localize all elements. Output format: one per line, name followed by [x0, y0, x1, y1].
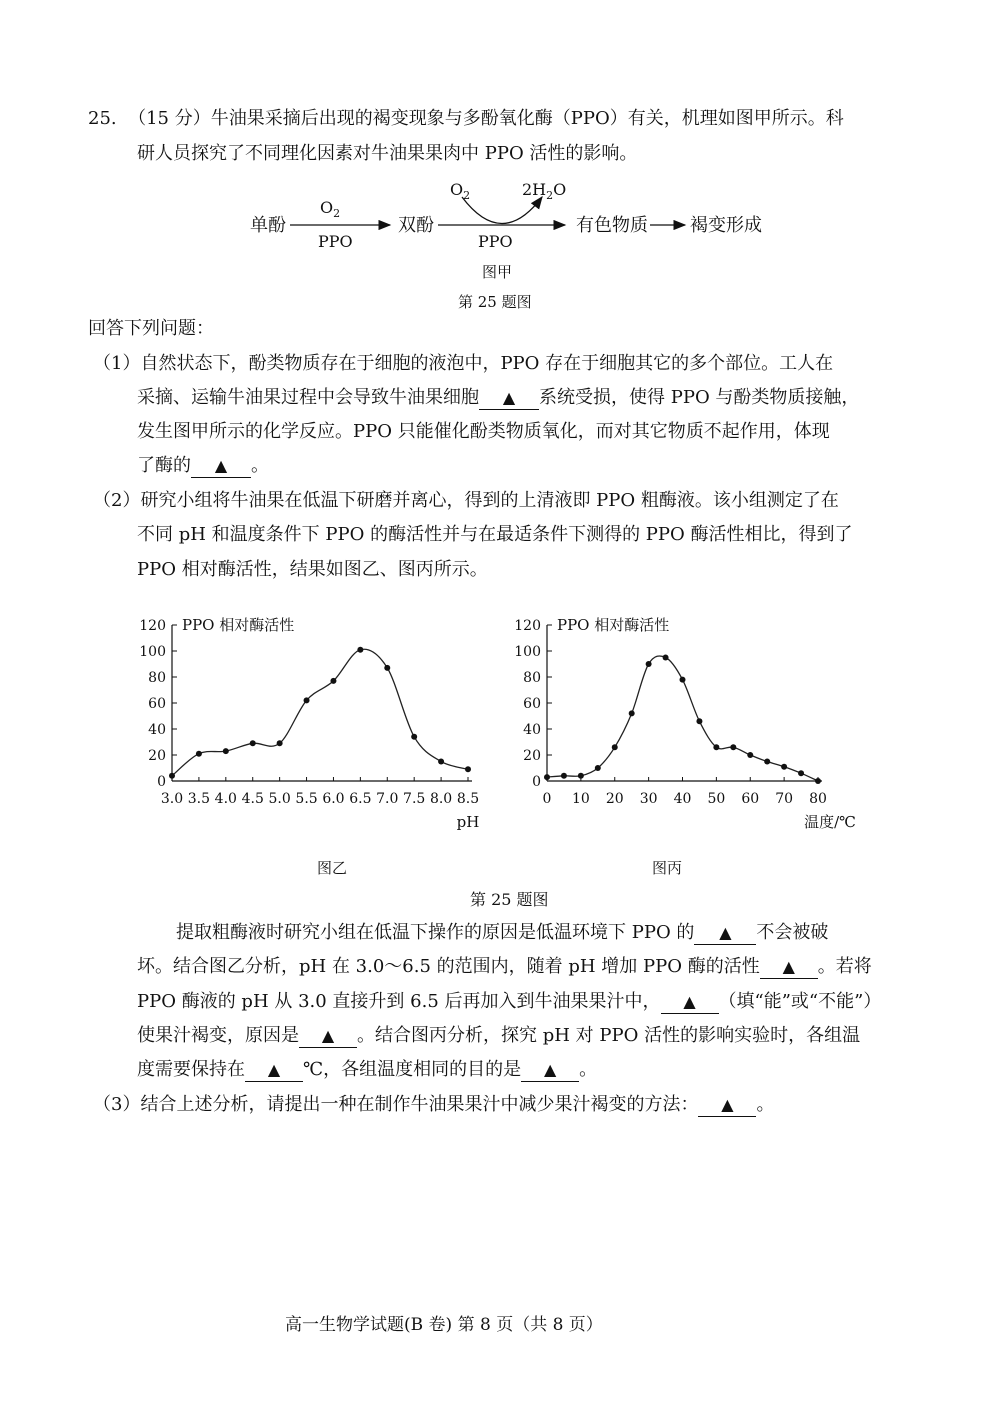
series-line: [172, 649, 468, 776]
data-point: [411, 734, 417, 740]
arrow-2-curve: [462, 197, 542, 224]
y-tick-label: 120: [514, 618, 541, 634]
figure-caption-top: 第 25 题图: [458, 293, 532, 311]
data-point: [815, 778, 821, 784]
y-tick-label: 80: [148, 670, 166, 686]
arrow-1-o2: $O_2$: [320, 198, 341, 220]
y-tick-label: 40: [523, 722, 541, 738]
data-point: [595, 765, 601, 771]
y-tick-label: 60: [148, 696, 166, 712]
x-axis-label: 温度/℃: [804, 813, 856, 831]
question-intro-line-1: 25. （15 分）牛油果采摘后出现的褐变现象与多酚氧化酶（PPO）有关，机理如图甲所示。科: [88, 108, 844, 129]
para-line-4: 使果汁褐变，原因是 ▲ 。结合图丙分析，探究 pH 对 PPO 活性的影响实验时，各组温: [137, 1025, 861, 1046]
data-point: [747, 752, 753, 758]
answer-blank-2[interactable]: ▲: [191, 455, 251, 478]
answer-blank-6[interactable]: ▲: [299, 1025, 357, 1048]
x-tick-label: 3.5: [187, 791, 211, 807]
x-tick-label: 6.5: [349, 791, 372, 807]
x-tick-label: 70: [775, 791, 794, 807]
para-line-3: PPO 酶液的 pH 从 3.0 直接升到 6.5 后再加入到牛油果果汁中， ▲ （填“能”或“不能”）: [137, 991, 882, 1012]
question-number: 25.: [88, 108, 117, 129]
data-point: [798, 770, 804, 776]
data-point: [663, 655, 669, 661]
diagram-caption: 图甲: [482, 263, 513, 281]
data-point: [629, 710, 635, 716]
x-tick-label: 5.5: [295, 791, 318, 807]
chart-caption: 图丙: [651, 859, 683, 877]
x-tick-label: 30: [639, 791, 658, 807]
data-point: [223, 748, 229, 754]
x-tick-label: 40: [673, 791, 692, 807]
y-tick-label: 0: [532, 774, 541, 790]
part3-line: （3）结合上述分析，请提出一种在制作牛油果果汁中减少果汁褐变的方法： ▲ 。: [93, 1094, 775, 1115]
para-line-1: 提取粗酶液时研究小组在低温下操作的原因是低温环境下 PPO 的 ▲ 不会被破: [176, 922, 829, 943]
part2-line-1: （2）研究小组将牛油果在低温下研磨并离心，得到的上清液即 PPO 粗酶液。该小组测定了在: [93, 490, 839, 511]
x-tick-label: 4.5: [241, 791, 264, 807]
x-tick-label: 0: [542, 791, 552, 807]
para-line-2: 坏。结合图乙分析，pH 在 3.0～6.5 的范围内，随着 pH 增加 PPO 酶的活性 ▲ 。若将: [137, 956, 872, 977]
x-tick-label: 3.0: [160, 791, 184, 807]
arrow-2-water: $2H_2O$: [522, 180, 567, 202]
answer-blank-3[interactable]: ▲: [694, 922, 756, 945]
figure-caption-charts: 第 25 题图: [470, 890, 549, 909]
para-line-5: 度需要保持在 ▲ ℃，各组温度相同的目的是 ▲ 。: [137, 1059, 598, 1080]
x-tick-label: 80: [809, 791, 827, 807]
x-tick-label: 6.0: [322, 791, 345, 807]
answer-blank-4[interactable]: ▲: [760, 956, 818, 979]
y-tick-label: 100: [139, 644, 166, 660]
data-point: [764, 759, 770, 765]
node-colored-substance: 有色物质: [576, 215, 648, 236]
part2-line-3: PPO 相对酶活性，结果如图乙、图丙所示。: [137, 559, 488, 580]
x-tick-label: 5.0: [268, 791, 291, 807]
y-tick-label: 20: [523, 748, 541, 764]
x-tick-label: 4.0: [214, 791, 237, 807]
part2-line-2: 不同 pH 和温度条件下 PPO 的酶活性并与在最适条件下测得的 PPO 酶活性相比，得到了: [137, 524, 853, 545]
arrow-2-ppo: PPO: [478, 232, 513, 251]
data-point: [196, 751, 202, 757]
data-point: [544, 774, 550, 780]
node-browning: 褐变形成: [690, 215, 762, 236]
part1-line-1: （1）自然状态下，酚类物质存在于细胞的液泡中，PPO 存在于细胞其它的多个部位。工人在: [93, 353, 834, 374]
node-monophenol: 单酚: [250, 215, 286, 236]
y-axis-label: PPO 相对酶活性: [557, 616, 670, 634]
x-tick-label: 8.0: [429, 791, 453, 807]
data-point: [561, 773, 567, 779]
chart-caption: 图乙: [316, 859, 348, 877]
data-point: [277, 740, 283, 746]
answer-blank-5[interactable]: ▲: [661, 991, 719, 1014]
y-axis-label: PPO 相对酶活性: [182, 616, 295, 634]
reaction-diagram: [240, 175, 780, 315]
answer-intro: 回答下列问题：: [88, 318, 214, 339]
data-point: [304, 697, 310, 703]
data-point: [646, 661, 652, 667]
x-tick-label: 60: [741, 791, 760, 807]
series-line: [547, 656, 818, 781]
data-point: [357, 647, 363, 653]
y-tick-label: 80: [523, 670, 541, 686]
node-diphenol: 双酚: [398, 215, 434, 236]
data-point: [169, 773, 175, 779]
part1-line-4: 了酶的 ▲ 。: [137, 455, 269, 476]
x-tick-label: 7.0: [376, 791, 399, 807]
data-point: [612, 744, 618, 750]
chart-ph-activity: [130, 605, 500, 885]
data-point: [696, 718, 702, 724]
data-point: [578, 773, 584, 779]
chart-temperature-activity: [505, 605, 875, 885]
x-tick-label: 10: [571, 791, 590, 807]
data-point: [438, 759, 444, 765]
answer-blank-7[interactable]: ▲: [245, 1059, 303, 1082]
part1-line-3: 发生图甲所示的化学反应。PPO 只能催化酚类物质氧化，而对其它物质不起作用，体现: [137, 421, 830, 442]
data-point: [465, 766, 471, 772]
x-tick-label: 8.5: [456, 791, 480, 807]
data-point: [713, 744, 719, 750]
y-tick-label: 40: [148, 722, 166, 738]
data-point: [250, 740, 256, 746]
y-tick-label: 100: [514, 644, 541, 660]
question-intro-line-2: 研人员探究了不同理化因素对牛油果果肉中 PPO 活性的影响。: [137, 143, 638, 164]
arrow-1-ppo: PPO: [318, 232, 353, 251]
data-point: [330, 678, 336, 684]
x-tick-label: 20: [605, 791, 624, 807]
data-point: [680, 677, 686, 683]
data-point: [781, 764, 787, 770]
data-point: [384, 665, 390, 671]
x-tick-label: 50: [707, 791, 726, 807]
y-tick-label: 20: [148, 748, 166, 764]
page-footer: 高一生物学试题(B 卷) 第 8 页（共 8 页）: [285, 1315, 603, 1335]
y-tick-label: 60: [523, 696, 541, 712]
answer-blank-8[interactable]: ▲: [521, 1059, 579, 1082]
arrow-2-o2: $O_2$: [450, 180, 471, 202]
answer-blank-9[interactable]: ▲: [698, 1094, 756, 1117]
data-point: [730, 744, 736, 750]
x-axis-label: pH: [456, 813, 480, 831]
x-tick-label: 7.5: [403, 791, 426, 807]
y-tick-label: 120: [139, 618, 166, 634]
answer-blank-1[interactable]: ▲: [479, 387, 539, 410]
y-tick-label: 0: [157, 774, 166, 790]
part1-line-2: 采摘、运输牛油果过程中会导致牛油果细胞 ▲ 系统受损，使得 PPO 与酚类物质接触，: [137, 387, 860, 408]
